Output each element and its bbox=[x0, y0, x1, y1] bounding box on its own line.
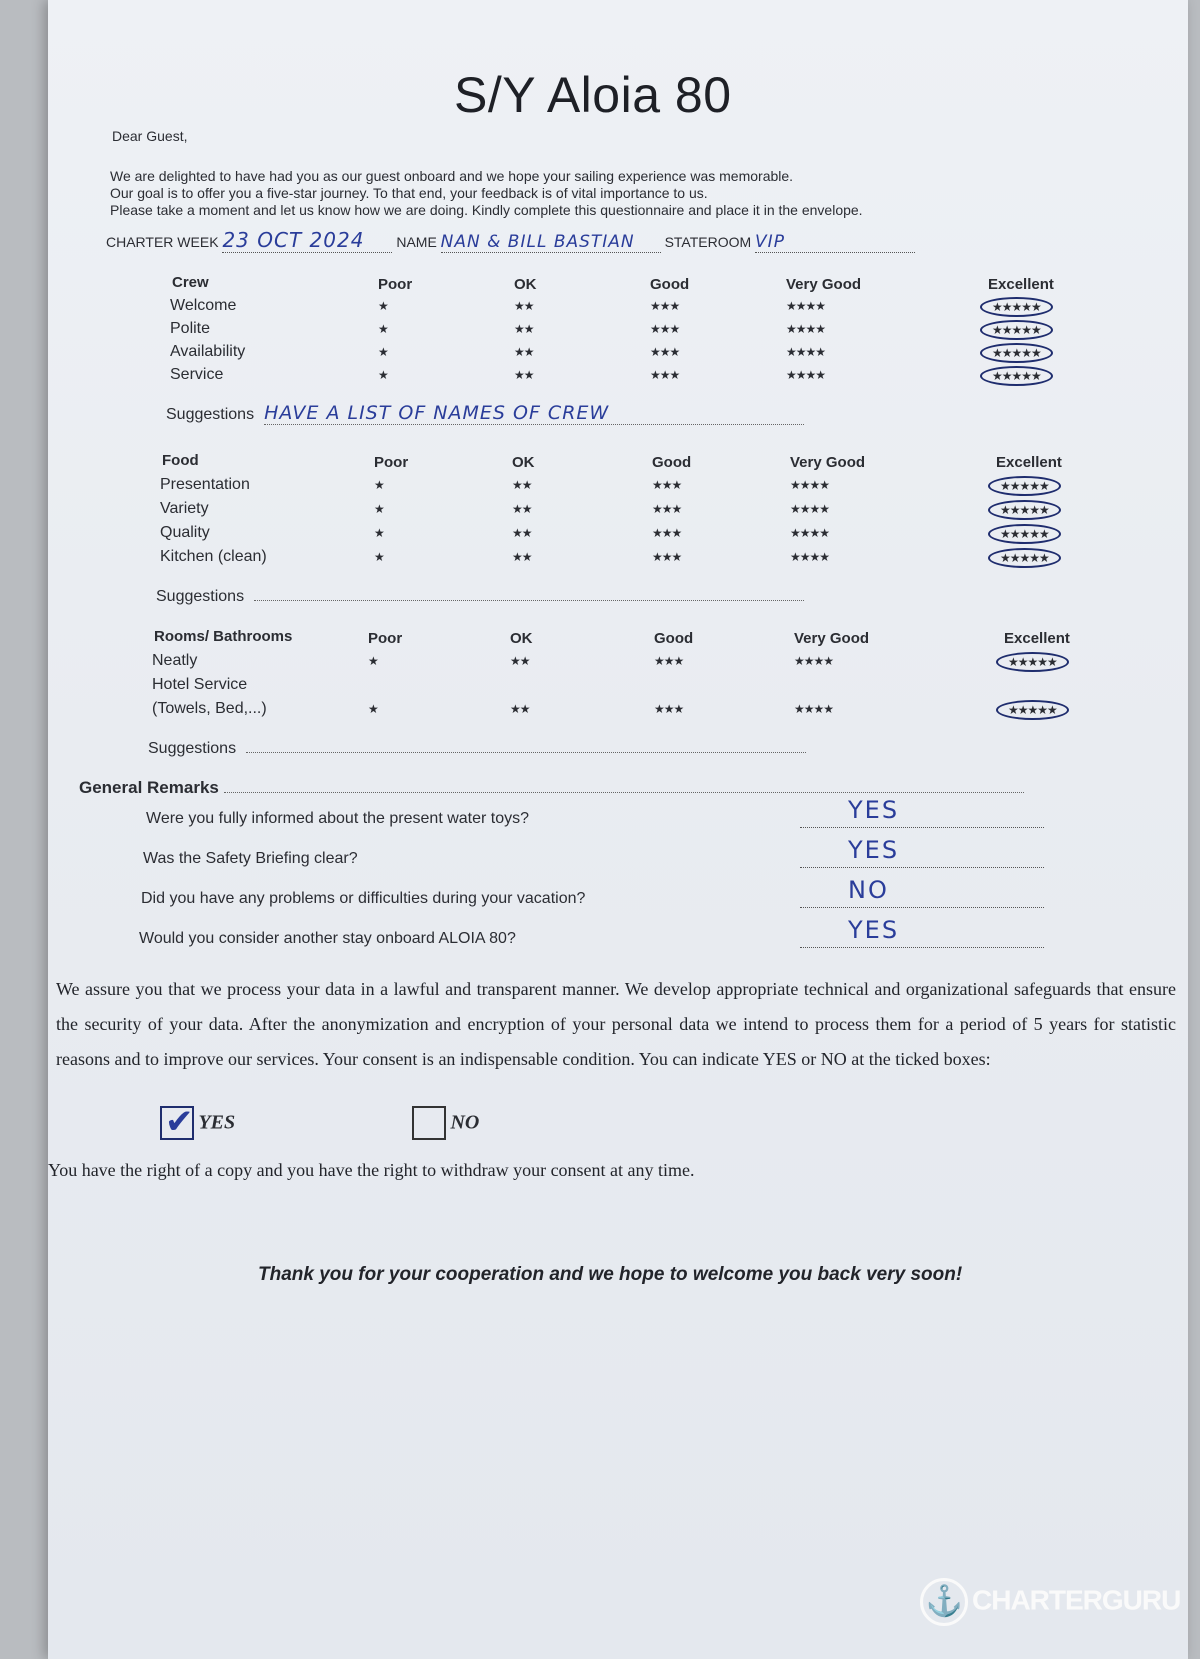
thank-you-note: Thank you for your cooperation and we hope to welcome you back very soon! bbox=[258, 1264, 963, 1285]
stateroom-value: VIP bbox=[755, 232, 785, 252]
guest-info-row bbox=[106, 228, 915, 258]
remark-question: Was the Safety Briefing clear? bbox=[143, 850, 358, 867]
rating-ok-option[interactable]: ★★ bbox=[514, 322, 534, 336]
crew-suggestions[interactable] bbox=[166, 402, 804, 425]
excellent-choice[interactable] bbox=[980, 366, 1053, 386]
charter-week-field[interactable] bbox=[222, 228, 392, 253]
suggestions-line[interactable] bbox=[246, 752, 806, 753]
anchor-icon: ⚓ bbox=[920, 1578, 968, 1626]
stateroom-field[interactable] bbox=[755, 232, 915, 253]
rating-row-label: Variety bbox=[160, 500, 209, 517]
selected-rating-circle: ★★★★★ bbox=[980, 320, 1053, 340]
rating-header-excellent: Excellent bbox=[988, 276, 1054, 293]
intro-line: Our goal is to offer you a five-star journey. To that end, your feedback is of vital importance to us. bbox=[110, 185, 708, 201]
suggestions-line[interactable] bbox=[264, 402, 804, 425]
name-field[interactable] bbox=[441, 232, 661, 253]
remark-question: Did you have any problems or difficulties during your vacation? bbox=[141, 890, 586, 907]
rating-poor-option[interactable]: ★ bbox=[378, 322, 388, 336]
remark-answer: YES bbox=[848, 796, 900, 824]
rating-header-very-good: Very Good bbox=[790, 454, 866, 471]
greeting: Dear Guest, bbox=[112, 128, 188, 144]
suggestions-value: HAVE A LIST OF NAMES OF CREW bbox=[264, 402, 610, 424]
watermark-text: CHARTERGURU bbox=[972, 1584, 1181, 1616]
excellent-choice[interactable] bbox=[996, 652, 1069, 672]
selected-rating-circle: ★★★★★ bbox=[980, 343, 1053, 363]
rating-header-very-good: Very Good bbox=[794, 630, 870, 647]
rating-header-very-good: Very Good bbox=[786, 276, 862, 293]
rating-ok-option[interactable]: ★★ bbox=[512, 526, 532, 540]
excellent-choice[interactable] bbox=[988, 548, 1061, 568]
remark-answer-field[interactable] bbox=[800, 916, 1044, 948]
rating-row-label: Presentation bbox=[160, 476, 250, 493]
rating-very-good-option[interactable]: ★★★★ bbox=[786, 368, 826, 382]
rating-header-poor: Poor bbox=[378, 276, 413, 293]
rating-good-option[interactable]: ★★★ bbox=[650, 368, 680, 382]
general-remarks-title: General Remarks bbox=[79, 778, 1024, 798]
food-section-title: Food bbox=[162, 452, 199, 469]
selected-rating-circle: ★★★★★ bbox=[988, 476, 1061, 496]
consent-no[interactable] bbox=[412, 1106, 479, 1140]
remark-answer-field[interactable] bbox=[800, 876, 1044, 908]
suggestions-line[interactable] bbox=[254, 600, 804, 601]
rating-ok-option[interactable]: ★★ bbox=[514, 345, 534, 359]
rights-text: You have the right of a copy and you have the right to withdraw your consent at any time. bbox=[48, 1160, 695, 1180]
rating-poor-option[interactable]: ★ bbox=[368, 702, 378, 716]
charterguru-logo bbox=[920, 1578, 1180, 1626]
no-label: NO bbox=[450, 1111, 480, 1134]
rating-very-good-option[interactable]: ★★★★ bbox=[790, 526, 830, 540]
selected-rating-circle: ★★★★★ bbox=[988, 500, 1061, 520]
remark-answer: YES bbox=[848, 916, 900, 944]
excellent-choice[interactable] bbox=[988, 524, 1061, 544]
charter-week-label: CHARTER WEEK bbox=[106, 234, 219, 250]
rating-row-label: Welcome bbox=[170, 297, 237, 314]
excellent-choice[interactable] bbox=[996, 700, 1069, 720]
rating-very-good-option[interactable]: ★★★★ bbox=[790, 478, 830, 492]
remark-question: Were you fully informed about the present water toys? bbox=[146, 810, 530, 827]
rating-poor-option[interactable]: ★ bbox=[374, 526, 384, 540]
name-value: NAN & BILL BASTIAN bbox=[440, 232, 635, 252]
rating-ok-option[interactable]: ★★ bbox=[510, 654, 530, 668]
rating-poor-option[interactable]: ★ bbox=[374, 502, 384, 516]
page-title: S/Y Aloia 80 bbox=[454, 67, 732, 123]
rating-poor-option[interactable]: ★ bbox=[378, 368, 388, 382]
rating-good-option[interactable]: ★★★ bbox=[652, 550, 682, 564]
privacy-paragraph: We assure you that we process your data in a lawful and transparent manner. We develop appropriate technical and organizational safeguards that ensure the security of your data. After the anonymization and encryption of your personal data we intend to process them for a period of 5 years for statistic reasons and to improve our services. Your consent is an indispensable condition. You can indicate YES or NO at the ticked boxes: bbox=[56, 979, 1176, 1069]
rating-poor-option[interactable]: ★ bbox=[378, 345, 388, 359]
rating-ok-option[interactable]: ★★ bbox=[512, 550, 532, 564]
rating-row-label: Neatly bbox=[152, 652, 198, 669]
excellent-choice[interactable] bbox=[980, 320, 1053, 340]
intro-line: We are delighted to have had you as our guest onboard and we hope your sailing experience was memorable. bbox=[110, 168, 794, 184]
suggestions-label: Suggestions bbox=[166, 406, 255, 423]
suggestions-label: Suggestions bbox=[148, 740, 237, 757]
rating-row-label: Polite bbox=[170, 320, 211, 337]
rating-very-good-option[interactable]: ★★★★ bbox=[786, 322, 826, 336]
excellent-choice[interactable] bbox=[988, 500, 1061, 520]
rating-poor-option[interactable]: ★ bbox=[368, 654, 378, 668]
rating-very-good-option[interactable]: ★★★★ bbox=[786, 299, 826, 313]
selected-rating-circle: ★★★★★ bbox=[980, 366, 1053, 386]
rating-ok-option[interactable]: ★★ bbox=[514, 368, 534, 382]
rating-good-option[interactable]: ★★★ bbox=[652, 502, 682, 516]
rating-very-good-option[interactable]: ★★★★ bbox=[794, 654, 834, 668]
selected-rating-circle: ★★★★★ bbox=[996, 700, 1069, 720]
rating-poor-option[interactable]: ★ bbox=[374, 478, 384, 492]
rating-row-label: Quality bbox=[160, 524, 210, 541]
rating-header-good: Good bbox=[652, 454, 692, 471]
consent-yes[interactable] bbox=[160, 1106, 235, 1140]
selected-rating-circle: ★★★★★ bbox=[988, 524, 1061, 544]
stateroom-label: STATEROOM bbox=[664, 234, 752, 250]
rating-row-label: Availability bbox=[170, 343, 246, 360]
rating-header-poor: Poor bbox=[368, 630, 403, 647]
rating-header-excellent: Excellent bbox=[996, 454, 1062, 471]
crew-section-title: Crew bbox=[172, 274, 209, 291]
remark-answer: NO bbox=[848, 876, 889, 904]
rating-good-option[interactable]: ★★★ bbox=[650, 299, 680, 313]
suggestions-label: Suggestions bbox=[156, 588, 245, 605]
rating-poor-option[interactable]: ★ bbox=[374, 550, 384, 564]
rating-good-option[interactable]: ★★★ bbox=[654, 654, 684, 668]
intro-line: Please take a moment and let us know how we are doing. Kindly complete this questionnaire and place it in the envelope. bbox=[110, 202, 863, 218]
rating-ok-option[interactable]: ★★ bbox=[512, 478, 532, 492]
selected-rating-circle: ★★★★★ bbox=[988, 548, 1061, 568]
food-suggestions[interactable] bbox=[156, 588, 804, 606]
excellent-choice[interactable] bbox=[980, 343, 1053, 363]
rooms-section-title: Rooms/ Bathrooms bbox=[154, 628, 293, 645]
rooms-suggestions[interactable] bbox=[148, 740, 806, 758]
rating-header-ok: OK bbox=[514, 276, 537, 293]
remark-answer-field[interactable] bbox=[800, 836, 1044, 868]
rating-very-good-option[interactable]: ★★★★ bbox=[790, 550, 830, 564]
charter-week-value: 23 OCT 2024 bbox=[222, 228, 365, 252]
rating-very-good-option[interactable]: ★★★★ bbox=[790, 502, 830, 516]
rating-good-option[interactable]: ★★★ bbox=[654, 702, 684, 716]
rating-row-label: Hotel Service bbox=[152, 676, 248, 693]
rating-ok-option[interactable]: ★★ bbox=[510, 702, 530, 716]
rating-header-good: Good bbox=[654, 630, 694, 647]
rating-header-excellent: Excellent bbox=[1004, 630, 1070, 647]
rating-good-option[interactable]: ★★★ bbox=[650, 322, 680, 336]
intro-text bbox=[110, 168, 863, 219]
rating-good-option[interactable]: ★★★ bbox=[650, 345, 680, 359]
rating-poor-option[interactable]: ★ bbox=[378, 299, 388, 313]
remark-answer: YES bbox=[848, 836, 900, 864]
yes-checkbox[interactable] bbox=[160, 1106, 194, 1140]
no-checkbox[interactable] bbox=[412, 1106, 446, 1140]
rating-very-good-option[interactable]: ★★★★ bbox=[786, 345, 826, 359]
excellent-choice[interactable] bbox=[980, 297, 1053, 317]
rating-good-option[interactable]: ★★★ bbox=[652, 526, 682, 540]
yes-label: YES bbox=[198, 1111, 236, 1134]
rating-row-label: (Towels, Bed,...) bbox=[152, 700, 267, 717]
rating-header-ok: OK bbox=[512, 454, 535, 471]
name-label: NAME bbox=[396, 234, 437, 250]
rating-very-good-option[interactable]: ★★★★ bbox=[794, 702, 834, 716]
rating-ok-option[interactable]: ★★ bbox=[514, 299, 534, 313]
rating-header-poor: Poor bbox=[374, 454, 409, 471]
rating-ok-option[interactable]: ★★ bbox=[512, 502, 532, 516]
rating-row-label: Service bbox=[170, 366, 224, 383]
rating-row-label: Kitchen (clean) bbox=[160, 548, 267, 565]
rating-header-good: Good bbox=[650, 276, 690, 293]
rating-good-option[interactable]: ★★★ bbox=[652, 478, 682, 492]
remark-question: Would you consider another stay onboard ALOIA 80? bbox=[139, 930, 516, 947]
excellent-choice[interactable] bbox=[988, 476, 1061, 496]
rating-header-ok: OK bbox=[510, 630, 533, 647]
remark-answer-field[interactable] bbox=[800, 796, 1044, 828]
selected-rating-circle: ★★★★★ bbox=[980, 297, 1053, 317]
selected-rating-circle: ★★★★★ bbox=[996, 652, 1069, 672]
